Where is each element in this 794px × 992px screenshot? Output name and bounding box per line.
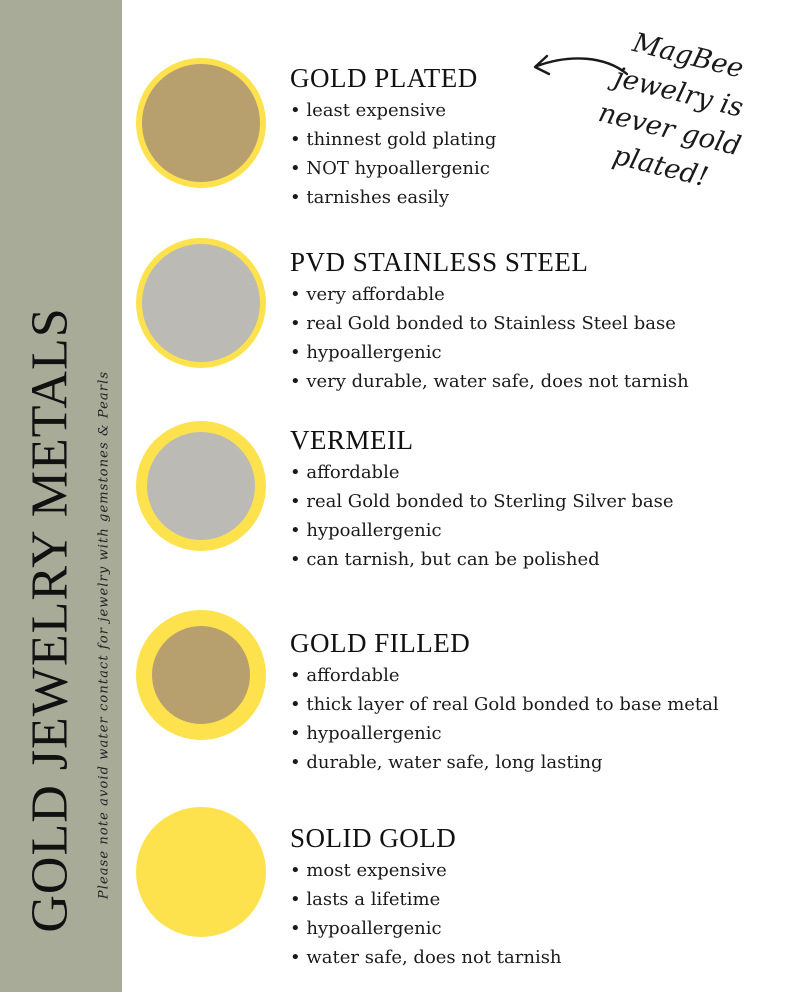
- page-title: GOLD JEWELRY METALS: [21, 307, 79, 933]
- list-item: • hypoallergenic: [290, 338, 790, 367]
- list-item: • lasts a lifetime: [290, 885, 790, 914]
- section-title: SOLID GOLD: [290, 823, 457, 853]
- list-item: • thinnest gold plating: [290, 125, 790, 154]
- sidebar: [0, 0, 122, 992]
- list-item: • hypoallergenic: [290, 516, 790, 545]
- list-item: • very affordable: [290, 280, 790, 309]
- section-solid-gold: [290, 822, 790, 972]
- section-title: PVD STAINLESS STEEL: [290, 247, 589, 277]
- list-item: • real Gold bonded to Stainless Steel base: [290, 309, 790, 338]
- list-item: • hypoallergenic: [290, 719, 790, 748]
- section-title: GOLD FILLED: [290, 628, 471, 658]
- list-item: • real Gold bonded to Sterling Silver base: [290, 487, 790, 516]
- list-item: • affordable: [290, 661, 790, 690]
- list-item: • thick layer of real Gold bonded to base metal: [290, 690, 790, 719]
- list-item: • tarnishes easily: [290, 183, 790, 212]
- list-item: • hypoallergenic: [290, 914, 790, 943]
- list-item: • very durable, water safe, does not tarnish: [290, 367, 790, 396]
- pvd-stainless-steel-swatch: [136, 238, 266, 368]
- solid-gold-swatch: [136, 807, 266, 937]
- section-pvd-stainless-steel: [290, 246, 790, 396]
- list-item: • can tarnish, but can be polished: [290, 545, 790, 574]
- gold-plated-swatch: [136, 58, 266, 188]
- list-item: • most expensive: [290, 856, 790, 885]
- list-item: • NOT hypoallergenic: [290, 154, 790, 183]
- list-item: • least expensive: [290, 96, 790, 125]
- section-title: VERMEIL: [290, 425, 414, 455]
- care-note: Please note avoid water contact for jewelry with gemstones & Pearls: [96, 370, 112, 900]
- section-title: GOLD PLATED: [290, 63, 478, 93]
- section-gold-filled: [290, 627, 790, 777]
- gold-filled-swatch: [136, 610, 266, 740]
- list-item: • durable, water safe, long lasting: [290, 748, 790, 777]
- section-vermeil: [290, 424, 790, 574]
- handwritten-callout: MagBee jewelry is never gold plated!: [595, 27, 747, 194]
- list-item: • affordable: [290, 458, 790, 487]
- list-item: • water safe, does not tarnish: [290, 943, 790, 972]
- vermeil-swatch: [136, 421, 266, 551]
